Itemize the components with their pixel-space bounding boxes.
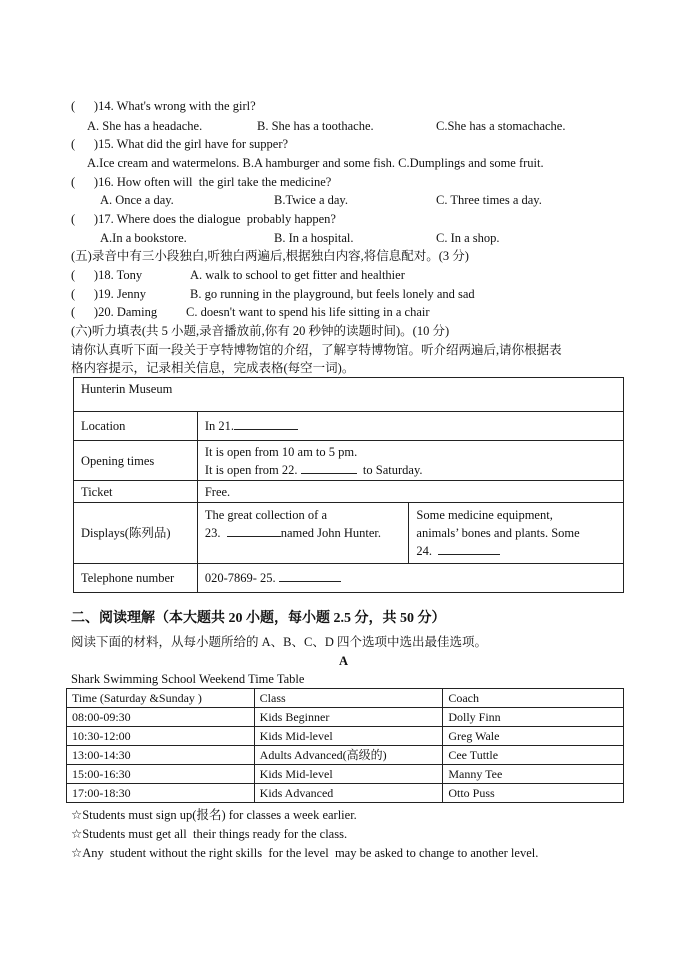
question-14-option-b: B. She has a toothache.: [257, 119, 374, 133]
question-20-number: ( )20. Daming: [71, 305, 158, 319]
table-row: [67, 727, 624, 746]
header-time: Time (Saturday &Sunday ): [67, 689, 255, 708]
cell-coach: Cee Tuttle: [443, 746, 624, 765]
question-16-option-a: A. Once a day.: [100, 193, 174, 207]
question-17-option-b: B. In a hospital.: [274, 231, 354, 245]
question-16-option-c: C. Three times a day.: [436, 193, 542, 207]
question-19-match: B. go running in the playground, but feels lonely and sad: [190, 287, 475, 301]
question-19-number: ( )19. Jenny: [71, 287, 146, 301]
cell-time: 10:30-12:00: [67, 727, 255, 746]
answer-blank-25[interactable]: [279, 569, 341, 582]
swimming-timetable: [66, 688, 624, 803]
cell-time: 17:00-18:30: [67, 784, 255, 803]
answer-blank-21[interactable]: [234, 417, 298, 430]
section-6-title: (六)听力填表(共 5 小题,录音播放前,你有 20 秒钟的读题时间)。(10 分): [71, 324, 450, 338]
passage-label: A: [339, 654, 349, 668]
reading-instructions: 阅读下面的材料，从每小题所给的 A、B、C、D 四个选项中选出最佳选项。: [71, 635, 487, 649]
opening-times-cell: [197, 441, 623, 481]
answer-blank-23[interactable]: [227, 524, 281, 537]
museum-table-title: Hunterin Museum: [74, 378, 624, 412]
question-17-option-c: C. In a shop.: [436, 231, 500, 245]
reading-section-title: 二、阅读理解（本大题共 20 小题，每小题 2.5 分，共 50 分）: [71, 611, 446, 626]
table-row: [67, 746, 624, 765]
question-14-option-c: C.She has a stomachache.: [436, 119, 566, 133]
cell-class: Adults Advanced(高级的): [254, 746, 443, 765]
ticket-label: Ticket: [74, 481, 198, 503]
answer-blank-22[interactable]: [301, 461, 357, 474]
cell-class: Kids Mid-level: [254, 765, 443, 784]
question-16-option-b: B.Twice a day.: [274, 193, 348, 207]
location-label: Location: [74, 412, 198, 441]
opening-times-line1: It is open from 10 am to 5 pm.: [204, 444, 358, 459]
question-18-number: ( )18. Tony: [71, 268, 143, 282]
timetable-note-1: ☆Students must sign up(报名) for classes a week earlier.: [71, 808, 357, 822]
question-15-options: A.Ice cream and watermelons. B.A hamburger and some fish. C.Dumplings and some fruit.: [87, 156, 544, 170]
cell-coach: Greg Wale: [443, 727, 624, 746]
section-5-title: (五)录音中有三小段独白,听独白两遍后,根据独白内容,将信息配对。(3 分): [71, 249, 469, 263]
cell-time: 15:00-16:30: [67, 765, 255, 784]
table-row: [67, 784, 624, 803]
telephone-label: Telephone number: [74, 564, 198, 593]
question-17-stem: ( )17. Where does the dialogue probably happen?: [71, 212, 336, 226]
header-class: Class: [254, 689, 443, 708]
table-row: [67, 765, 624, 784]
section-6-intro-line2: 格内容提示，记录相关信息，完成表格(每空一词)。: [71, 361, 355, 375]
timetable-header-row: [67, 689, 624, 708]
displays-right-cell: [409, 503, 624, 564]
displays-right-line3: 24.: [416, 542, 617, 560]
table-row: [67, 708, 624, 727]
displays-left-cell: [197, 503, 409, 564]
cell-time: 08:00-09:30: [67, 708, 255, 727]
question-15-stem: ( )15. What did the girl have for supper?: [71, 137, 289, 151]
section-6-intro-line1: 请你认真听下面一段关于亨特博物馆的介绍，了解亨特博物馆。听介绍两遍后,请你根据表: [71, 343, 562, 357]
cell-coach: Dolly Finn: [443, 708, 624, 727]
cell-coach: Otto Puss: [443, 784, 624, 803]
question-14-stem: ( )14. What's wrong with the girl?: [71, 99, 256, 113]
location-cell: [197, 412, 623, 441]
opening-times-line2: It is open from 22. to Saturday.: [204, 462, 423, 477]
timetable-note-2: ☆Students must get all their things ready for the class.: [71, 827, 348, 841]
displays-right-line1: Some medicine equipment,: [416, 508, 553, 522]
cell-time: 13:00-14:30: [67, 746, 255, 765]
opening-times-label: Opening times: [74, 441, 198, 481]
timetable-title: Shark Swimming School Weekend Time Table: [71, 672, 305, 686]
displays-right-line2: animals’ bones and plants. Some: [416, 526, 580, 540]
question-20-match: C. doesn't want to spend his life sitting in a chair: [186, 305, 430, 319]
timetable-note-3: ☆Any student without the right skills for the level may be asked to change to another level.: [71, 846, 539, 860]
displays-left-line2: 23. named John Hunter.: [204, 526, 382, 540]
museum-info-table: [73, 377, 624, 593]
answer-blank-24[interactable]: [438, 542, 500, 555]
location-value: In 21.: [204, 419, 234, 433]
question-16-stem: ( )16. How often will the girl take the medicine?: [71, 175, 332, 189]
ticket-value: Free.: [197, 481, 623, 503]
cell-coach: Manny Tee: [443, 765, 624, 784]
question-17-option-a: A.In a bookstore.: [100, 231, 187, 245]
cell-class: Kids Mid-level: [254, 727, 443, 746]
cell-class: Kids Beginner: [254, 708, 443, 727]
displays-label: Displays(陈列品): [74, 503, 198, 564]
question-18-match: A. walk to school to get fitter and healthier: [190, 268, 405, 282]
question-14-option-a: A. She has a headache.: [87, 119, 203, 133]
header-coach: Coach: [443, 689, 624, 708]
telephone-cell: 020-7869- 25.: [197, 564, 623, 593]
cell-class: Kids Advanced: [254, 784, 443, 803]
displays-left-line1: The great collection of a: [204, 508, 327, 522]
